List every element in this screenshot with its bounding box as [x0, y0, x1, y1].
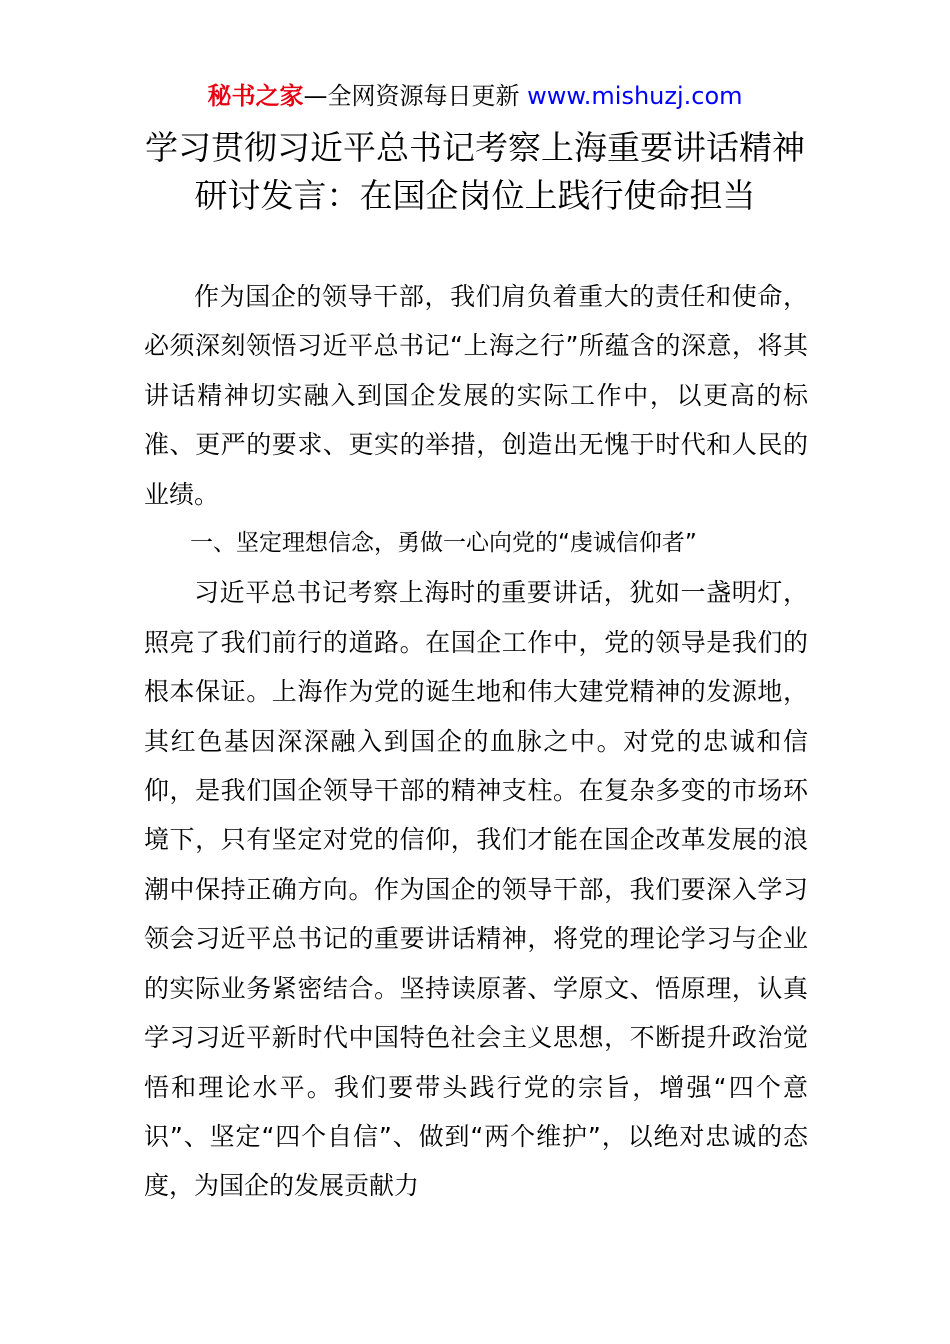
- title-line-1: 学习贯彻习近平总书记考察上海重要讲话精神: [145, 128, 805, 167]
- site-tagline: —全网资源每日更新: [303, 82, 520, 110]
- document-body: [144, 272, 808, 1211]
- section-paragraph: 习近平总书记考察上海时的重要讲话，犹如一盏明灯，照亮了我们前行的道路。在国企工作中，党的领导是我们的根本保证。上海作为党的诞生地和伟大建党精神的发源地，其红色基因深深融入到国企的血脉之中。对党的忠诚和信仰，是我们国企领导干部的精神支柱。在复杂多变的市场环境下，只有坚定对党的信仰，我们才能在国企改革发展的浪潮中保持正确方向。作为国企的领导干部，我们要深入学习领会习近平总书记的重要讲话精神，将党的理论学习与企业的实际业务紧密结合。坚持读原著、学原文、悟原理，认真学习习近平新时代中国特色社会主义思想，不断提升政治觉悟和理论水平。我们要带头践行党的宗旨，增强“四个意识”、坚定“四个自信”、做到“两个维护”，以绝对忠诚的态度，为国企的发展贡献力: [144, 578, 808, 1201]
- site-brand: 秘书之家: [207, 82, 304, 110]
- title-line-2: 研讨发言：在国企岗位上践行使命担当: [194, 176, 756, 215]
- intro-paragraph: 作为国企的领导干部，我们肩负着重大的责任和使命，必须深刻领悟习近平总书记“上海之行”所蕴含的深意，将其讲话精神切实融入到国企发展的实际工作中，以更高的标准、更严的要求、更实的举措，创造出无愧于时代和人民的业绩。: [144, 282, 808, 509]
- site-url-link[interactable]: www.mishuzj.com: [527, 82, 743, 110]
- section-heading: 一、坚定理想信念，勇做一心向党的“虔诚信仰者”: [190, 530, 697, 557]
- site-header: [0, 80, 950, 112]
- document-title: [0, 124, 950, 220]
